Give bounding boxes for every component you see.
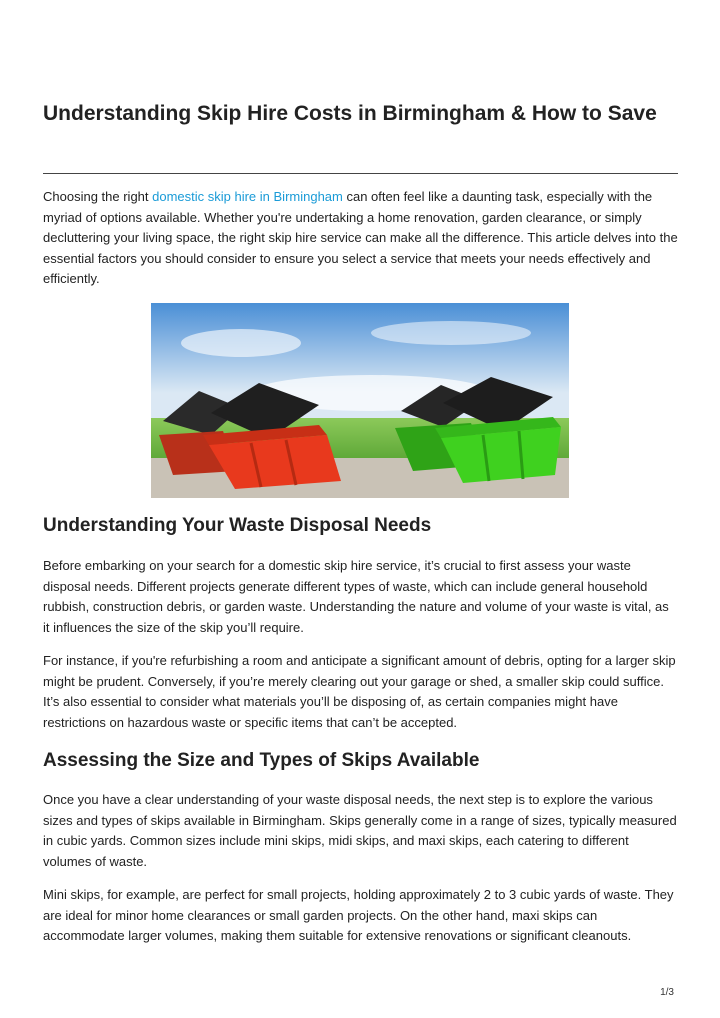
cloud <box>181 329 301 357</box>
domestic-skip-hire-link[interactable]: domestic skip hire in Birmingham <box>152 189 343 204</box>
skip-bins-illustration <box>151 303 569 498</box>
intro-text-after-link: can often feel like a daunting task, especially with the myriad of options available. Whether you're undertaking a home renovation, garden clearance, or simply decluttering your living space, the right skip hire service can make all the difference. This article delves into the essential factors you should consider to ensure you select a service that meets your needs effectively and efficiently. <box>43 189 678 286</box>
section-heading-waste-disposal: Understanding Your Waste Disposal Needs <box>43 515 432 536</box>
skip-sizes-paragraph-1: Once you have a clear understanding of your waste disposal needs, the next step is to explore the various sizes and types of skips available in Birmingham. Skips generally come in a range of sizes, typically measured in cubic yards. Common sizes include mini skips, midi skips, and maxi skips, each catering to different volumes of waste. <box>43 792 677 869</box>
title-divider <box>43 173 678 174</box>
skip-bins-photo <box>151 303 569 498</box>
skip-sizes-paragraph-2: Mini skips, for example, are perfect for small projects, holding approximately 2 to 3 cubic yards of waste. They are ideal for minor home clearances or small garden projects. On the other hand, maxi skips can accommodate larger volumes, making them suitable for extensive renovations or significant cleanouts. <box>43 887 674 943</box>
waste-disposal-paragraph-1: Before embarking on your search for a domestic skip hire service, it’s crucial to first assess your waste disposal needs. Different projects generate different types of waste, which can include general household rubbish, construction debris, or garden waste. Understanding the nature and volume of your waste is vital, as it influences the size of the skip you’ll require. <box>43 558 669 635</box>
cloud <box>371 321 531 345</box>
section-heading-skip-sizes: Assessing the Size and Types of Skips Available <box>43 750 480 771</box>
waste-disposal-paragraph-2: For instance, if you're refurbishing a room and anticipate a significant amount of debris, opting for a larger skip might be prudent. Conversely, if you’re merely clearing out your garage or shed, a smaller skip could suffice. It’s also essential to consider what materials you’ll be disposing of, as certain companies might have restrictions on hazardous waste or specific items that can’t be accepted. <box>43 653 676 730</box>
intro-text-before-link: Choosing the right <box>43 189 153 204</box>
page-number: 1/3 <box>660 987 674 998</box>
page-title: Understanding Skip Hire Costs in Birmingham & How to Save <box>43 102 657 125</box>
intro-paragraph <box>43 187 678 290</box>
